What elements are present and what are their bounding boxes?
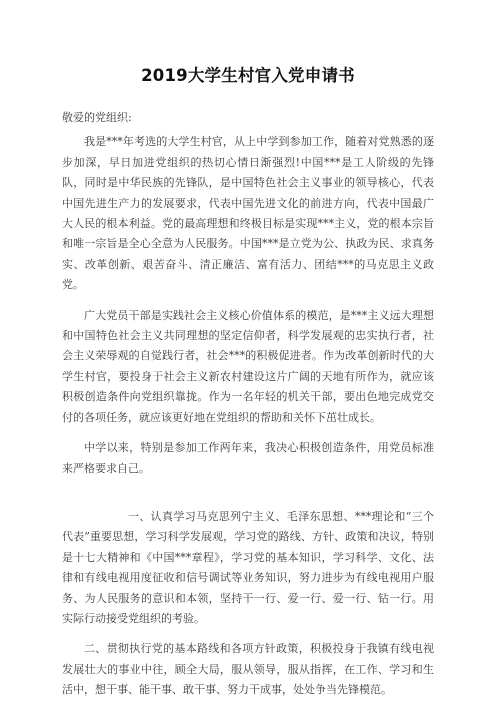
- salutation: 敬爱的党组织:: [62, 111, 132, 124]
- paragraph-2: 广大党员干部是实践社会主义核心价值体系的模范，是***主义远大理想和中国特色社会主义共同理想的坚定信仰者，科学发展观的忠实执行者，社会主义荣辱观的自觉践行者，社会***的积极促进者。作为改革创新时代的大学生村官，要投身于社会主义新农村建设这片广阔的天地有所作为，就应该积极创造条件向党组织靠拢。作为一名年轻的机关干部，要出色地完成党交付的各项任务，就应该更好地在党组织的帮助和关怀下茁壮成长。: [62, 308, 434, 424]
- document-body: [62, 108, 434, 701]
- paragraph-5: 二、贯彻执行党的基本路线和各项方针政策，积极投身于我镇有线电视发展壮大的事业中往，顾全大局，服从领导，服从指挥，在工作、学习和生活中，想干事、能干事、敢干事、努力干成事，处处争当先锋模范。: [62, 642, 434, 697]
- document-title: 2019大学生村官入党申请书: [141, 66, 355, 85]
- paragraph-1: 我是***年考选的大学生村官，从上中学到参加工作，随着对党熟悉的逐步加深，早日加进党组织的热切心情日渐强烈!中国***是工人阶级的先锋队，同时是中华民族的先锋队，是中国特色社会主义事业的领导核心，代表中国先进生产力的发展要求，代表中国先进文化的前进方向，代表中国最广大人民的根本利益。党的最高理想和终极目标是实现***主义，党的根本宗旨和唯一宗旨是全心全意为人民服务。中国***是立党为公、执政为民、求真务实、改革创新、艰苦奋斗、清正廉洁、富有活力、团结***的马克思主义政党。: [62, 135, 434, 292]
- paragraph-4: 一、认真学习马克思列宁主义、毛泽东思想、***理论和“三个代表”重要思想，学习科学发展观，学习党的路线、方针、政策和决议，特别是十七大精神和《中国***章程》，学习党的基本知识，学习科学、文化、法律和有线电视用度征收和信号调试等业务知识，努力进步为有线电视用户服务、为人民服务的意识和本领，坚持干一行、爱一行、爱一行、钻一行。用实际行动接受党组织的考验。: [62, 509, 434, 625]
- paragraph-3: 中学以来，特别是参加工作两年来，我决心积极创造条件，用党员标准来严格要求自己。: [62, 441, 434, 475]
